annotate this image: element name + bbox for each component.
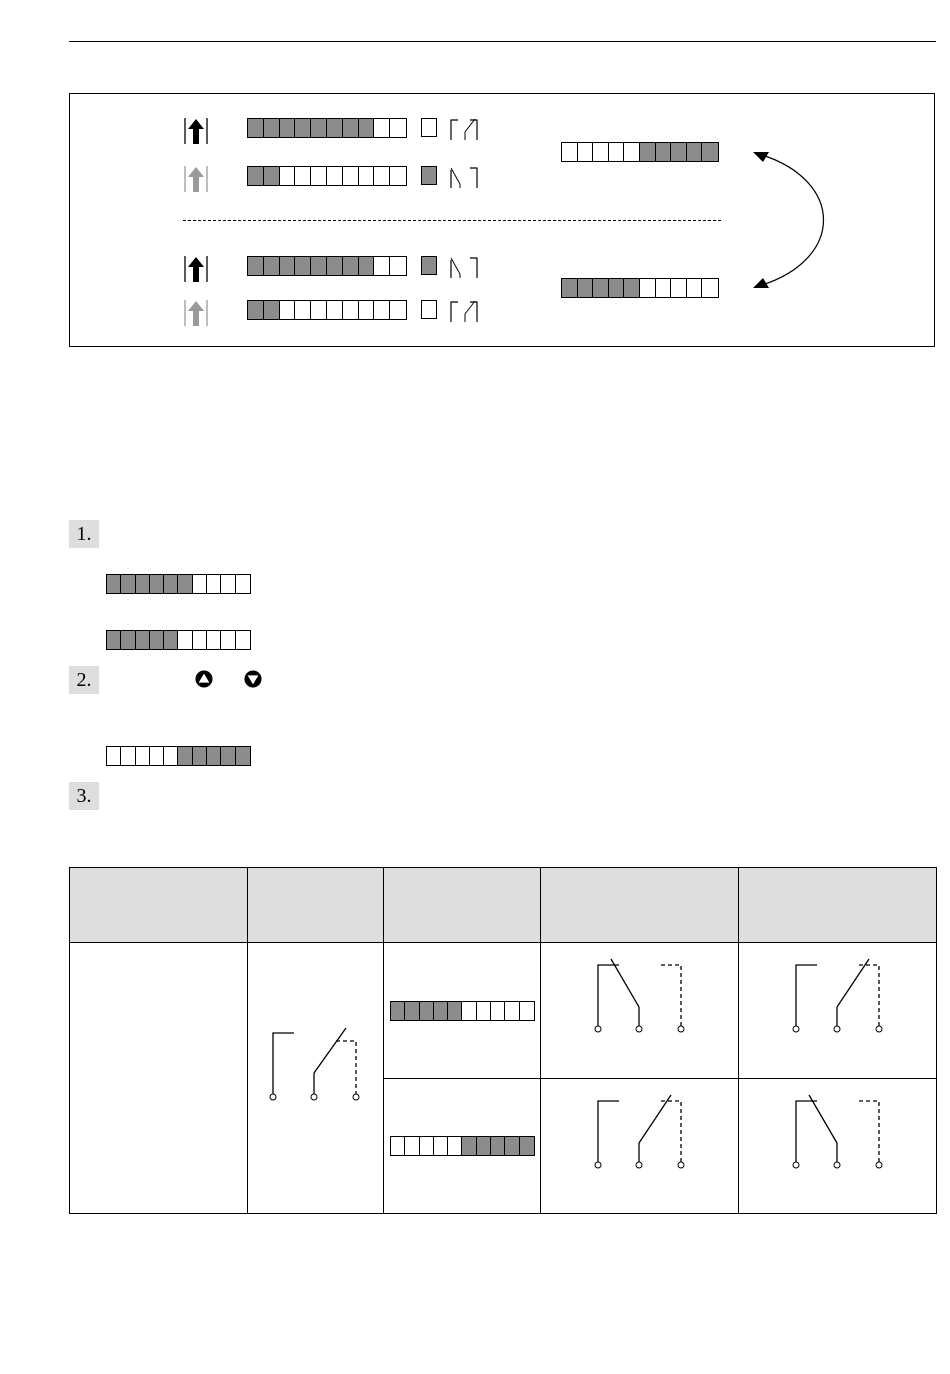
segment-off [221, 575, 235, 593]
segment-off [207, 631, 221, 649]
segment-on [405, 1002, 419, 1020]
segment-on [264, 167, 280, 185]
segment-on [221, 747, 235, 765]
segment-off [702, 279, 718, 297]
relay-table [69, 867, 937, 1214]
step-2-badge: 2. [69, 666, 99, 694]
segment-off [236, 631, 250, 649]
diagram-bar [247, 300, 407, 320]
segment-off [390, 257, 406, 275]
segment-on [343, 119, 359, 137]
segment-off [327, 167, 343, 185]
closing-contact-icon [739, 943, 936, 1077]
segment-on [359, 257, 375, 275]
segment-on [264, 257, 280, 275]
segment-off [390, 119, 406, 137]
segment-on [264, 119, 280, 137]
segment-on [505, 1137, 519, 1155]
bar-cell-a [384, 943, 541, 1079]
segment-on [178, 747, 192, 765]
right-bar [561, 142, 719, 162]
segment-on [280, 257, 296, 275]
segment-on [121, 631, 135, 649]
segment-on [640, 143, 656, 161]
segment-off [477, 1002, 491, 1020]
diagram-bar [247, 118, 407, 138]
segment-off [164, 747, 178, 765]
segment-off [405, 1137, 419, 1155]
up-arrow-gray-icon [183, 298, 211, 328]
down-button-icon [244, 670, 262, 688]
segment-off [193, 631, 207, 649]
segment-off [434, 1137, 448, 1155]
step-1-bar-a [106, 574, 251, 594]
segment-on [448, 1002, 462, 1020]
segment-off [343, 167, 359, 185]
segment-on [520, 1137, 534, 1155]
segment-off [390, 301, 406, 319]
table-row [70, 943, 937, 1079]
header-cell [70, 868, 248, 943]
segment-on [477, 1137, 491, 1155]
relay-state-indicator [421, 256, 437, 275]
segment-on [327, 257, 343, 275]
segment-on [420, 1002, 434, 1020]
segment-off [462, 1002, 476, 1020]
up-arrow-black-icon [183, 116, 211, 146]
segment-on [193, 747, 207, 765]
segment-on [327, 119, 343, 137]
segment-on [121, 575, 135, 593]
header-cell [248, 868, 384, 943]
segment-on [434, 1002, 448, 1020]
segment-off [578, 143, 594, 161]
opening-contact-icon [448, 254, 482, 280]
segment-on [248, 257, 264, 275]
segment-on [248, 301, 264, 319]
segment-on [107, 575, 121, 593]
dashed-separator [183, 220, 721, 221]
relay-state-indicator [421, 166, 437, 185]
segment-off [280, 301, 296, 319]
segment-off [374, 167, 390, 185]
header-rule [69, 41, 936, 42]
step-bar [106, 574, 251, 594]
segment-off [420, 1137, 434, 1155]
segment-off [280, 167, 296, 185]
segment-off [327, 301, 343, 319]
segment-on [343, 257, 359, 275]
segment-off [121, 747, 135, 765]
step-1-bar-b [106, 630, 251, 650]
segment-on [264, 301, 280, 319]
segment-on [207, 747, 221, 765]
segment-on [295, 257, 311, 275]
table-bar [390, 1136, 535, 1156]
segment-off [136, 747, 150, 765]
segment-on [280, 119, 296, 137]
table-header-row [70, 868, 937, 943]
segment-off [593, 143, 609, 161]
segment-off [656, 279, 672, 297]
table-bar [390, 1001, 535, 1021]
right-bar [561, 278, 719, 298]
segment-on [624, 279, 640, 297]
diagram-bar [247, 166, 407, 186]
segment-off [193, 575, 207, 593]
segment-on [578, 279, 594, 297]
segment-off [359, 301, 375, 319]
segment-on [248, 119, 264, 137]
segment-on [311, 257, 327, 275]
segment-on [609, 279, 625, 297]
segment-on [391, 1002, 405, 1020]
bar-cell-b [384, 1078, 541, 1214]
segment-off [178, 631, 192, 649]
double-curved-arrow-icon [745, 140, 835, 300]
segment-off [343, 301, 359, 319]
segment-on [687, 143, 703, 161]
contact-cell [739, 1078, 937, 1214]
segment-on [136, 575, 150, 593]
segment-on [593, 279, 609, 297]
segment-off [374, 119, 390, 137]
segment-off [390, 167, 406, 185]
up-button-icon [195, 670, 213, 688]
segment-on [248, 167, 264, 185]
table-cell [70, 943, 248, 1214]
segment-off [311, 301, 327, 319]
segment-off [520, 1002, 534, 1020]
segment-off [562, 143, 578, 161]
segment-on [150, 575, 164, 593]
segment-off [207, 575, 221, 593]
contact-cell [541, 1078, 739, 1214]
segment-on [150, 631, 164, 649]
segment-on [107, 631, 121, 649]
segment-off [295, 167, 311, 185]
segment-off [374, 301, 390, 319]
opening-contact-icon [541, 943, 738, 1077]
opening-contact-icon [448, 164, 482, 190]
segment-off [391, 1137, 405, 1155]
segment-off [624, 143, 640, 161]
closing-contact-icon [541, 1079, 738, 1213]
segment-off [107, 747, 121, 765]
segment-on [462, 1137, 476, 1155]
relay-state-indicator [421, 118, 437, 137]
segment-off [505, 1002, 519, 1020]
segment-off [295, 301, 311, 319]
diagram-bar [247, 256, 407, 276]
relay-state-indicator [421, 300, 437, 319]
closing-contact-icon [448, 116, 482, 142]
step-3-badge: 3. [69, 782, 99, 810]
relay-symbol-cell [248, 943, 384, 1214]
segment-on [164, 631, 178, 649]
up-arrow-black-icon [183, 254, 211, 284]
segment-on [311, 119, 327, 137]
segment-off [221, 631, 235, 649]
segment-off [671, 279, 687, 297]
relay-contact-icon [248, 943, 383, 1213]
segment-on [136, 631, 150, 649]
segment-on [702, 143, 718, 161]
segment-off [150, 747, 164, 765]
contact-cell [739, 943, 937, 1079]
step-2-bar [106, 746, 251, 766]
segment-on [491, 1137, 505, 1155]
segment-off [687, 279, 703, 297]
up-arrow-gray-icon [183, 164, 211, 194]
segment-off [448, 1137, 462, 1155]
segment-on [562, 279, 578, 297]
step-bar [106, 746, 251, 766]
segment-off [374, 257, 390, 275]
segment-on [295, 119, 311, 137]
header-cell [384, 868, 541, 943]
segment-on [178, 575, 192, 593]
segment-off [359, 167, 375, 185]
header-cell [541, 868, 739, 943]
segment-on [359, 119, 375, 137]
segment-on [656, 143, 672, 161]
opening-contact-icon [739, 1079, 936, 1213]
segment-on [671, 143, 687, 161]
step-1-badge: 1. [69, 520, 99, 548]
step-bar [106, 630, 251, 650]
segment-off [609, 143, 625, 161]
segment-on [164, 575, 178, 593]
contact-cell [541, 943, 739, 1079]
header-cell [739, 868, 937, 943]
segment-off [311, 167, 327, 185]
segment-off [640, 279, 656, 297]
segment-off [236, 575, 250, 593]
segment-on [236, 747, 250, 765]
closing-contact-icon [448, 298, 482, 324]
segment-off [491, 1002, 505, 1020]
